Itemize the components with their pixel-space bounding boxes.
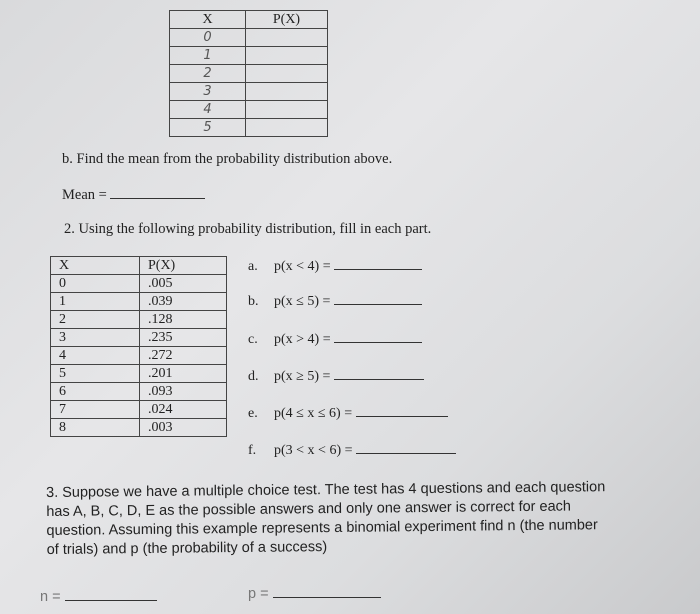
part-d-answer-blank[interactable] (334, 379, 424, 380)
part-e-answer-blank[interactable] (356, 416, 448, 417)
question-2-text: 2. Using the following probability distribution, fill in each part. (64, 221, 432, 237)
x-cell: 5 (51, 365, 140, 383)
question-b-text: b. Find the mean from the probability distribution above. (62, 151, 393, 167)
p-label: p = (248, 586, 269, 602)
mean-label: Mean = (62, 187, 107, 203)
part-expr: p(x ≤ 5) = (274, 294, 331, 309)
part-b-answer-blank[interactable] (334, 304, 422, 305)
part-label: c. (248, 332, 258, 347)
x-value: 2 (170, 65, 246, 83)
part-label: e. (248, 406, 258, 421)
p-row (248, 585, 381, 604)
px-cell: .272 (140, 347, 227, 365)
part-expr: p(x ≥ 5) = (274, 369, 331, 384)
table-header-row (51, 257, 227, 275)
part-label: f. (248, 443, 257, 458)
px-cell-empty[interactable] (246, 83, 328, 101)
part-f-answer-blank[interactable] (356, 453, 456, 454)
part-b (248, 294, 422, 310)
table-row (170, 29, 328, 47)
part-label: b. (248, 294, 259, 309)
px-cell: .235 (140, 329, 227, 347)
x-value: 1 (170, 47, 246, 65)
question-3-line: has A, B, C, D, E as the possible answers and only one answer is correct for each (46, 498, 572, 520)
table-row (51, 293, 227, 311)
probability-distribution-table (50, 256, 227, 437)
px-cell: .005 (140, 275, 227, 293)
p-answer-blank[interactable] (273, 597, 381, 598)
px-cell-empty[interactable] (246, 47, 328, 65)
mean-row (62, 187, 205, 204)
x-cell: 3 (51, 329, 140, 347)
x-value: 5 (170, 119, 246, 137)
table-row (170, 47, 328, 65)
table-row (51, 383, 227, 401)
table-row (51, 401, 227, 419)
px-header: P(X) (246, 11, 328, 29)
part-a-answer-blank[interactable] (334, 269, 422, 270)
x-value: 3 (170, 83, 246, 101)
question-3-line: question. Assuming this example represents a binomial experiment find n (the number (46, 517, 598, 539)
x-cell: 2 (51, 311, 140, 329)
px-cell: .024 (140, 401, 227, 419)
table-header-row (170, 11, 328, 29)
table-row (51, 347, 227, 365)
table-row (170, 65, 328, 83)
mean-answer-blank[interactable] (110, 198, 205, 199)
table-row (51, 329, 227, 347)
px-header: P(X) (140, 257, 227, 275)
table-row (170, 119, 328, 137)
x-cell: 6 (51, 383, 140, 401)
x-cell: 0 (51, 275, 140, 293)
table-row (170, 83, 328, 101)
x-value: 0 (170, 29, 246, 47)
px-cell-empty[interactable] (246, 65, 328, 83)
table-row (51, 419, 227, 437)
px-cell-empty[interactable] (246, 29, 328, 47)
n-label: n = (40, 589, 61, 605)
table-row (170, 101, 328, 119)
part-expr: p(x < 4) = (274, 259, 331, 274)
n-answer-blank[interactable] (65, 600, 157, 601)
x-cell: 7 (51, 401, 140, 419)
part-expr: p(3 < x < 6) = (274, 443, 353, 458)
question-3 (46, 479, 686, 560)
part-expr: p(x > 4) = (274, 332, 331, 347)
x-cell: 8 (51, 419, 140, 437)
part-f (248, 443, 456, 459)
px-cell-empty[interactable] (246, 101, 328, 119)
px-cell: .201 (140, 365, 227, 383)
part-expr: p(4 ≤ x ≤ 6) = (274, 406, 353, 421)
n-row (40, 588, 157, 607)
px-cell: .093 (140, 383, 227, 401)
question-3-line: 3. Suppose we have a multiple choice test. The test has 4 questions and each question (46, 479, 606, 501)
px-cell: .128 (140, 311, 227, 329)
px-cell-empty[interactable] (246, 119, 328, 137)
x-cell: 4 (51, 347, 140, 365)
x-value: 4 (170, 101, 246, 119)
question-3-line: of trials) and p (the probability of a success) (46, 539, 328, 558)
table-row (51, 311, 227, 329)
x-header: X (51, 257, 140, 275)
part-c-answer-blank[interactable] (334, 342, 422, 343)
x-cell: 1 (51, 293, 140, 311)
part-label: d. (248, 369, 259, 384)
px-cell: .003 (140, 419, 227, 437)
part-a (248, 259, 422, 275)
table-row (51, 365, 227, 383)
part-c (248, 332, 422, 348)
table-row (51, 275, 227, 293)
part-label: a. (248, 259, 258, 274)
px-cell: .039 (140, 293, 227, 311)
part-e (248, 406, 448, 422)
x-header: X (170, 11, 246, 29)
distribution-table-blank (169, 10, 328, 137)
part-d (248, 369, 424, 385)
